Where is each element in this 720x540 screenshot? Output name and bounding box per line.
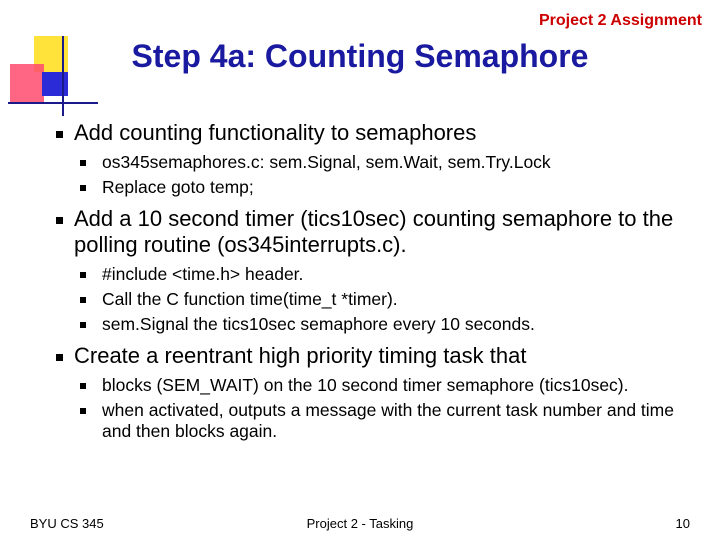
- footer-course: BYU CS 345: [30, 516, 104, 531]
- bullet-item: [54, 206, 694, 258]
- footer-topic: Project 2 - Tasking: [306, 516, 414, 531]
- sub-bullet-text: Call the C function time(time_t *timer).: [102, 289, 398, 309]
- square-bullet-icon: [80, 160, 86, 166]
- bullet-list: [54, 120, 694, 442]
- bullet-text: Create a reentrant high priority timing task that: [74, 343, 527, 368]
- logo-blue-block: [42, 72, 68, 96]
- sub-bullet-text: Replace goto temp;: [102, 177, 254, 197]
- sub-bullet-item: [54, 314, 694, 335]
- slide-title: Step 4a: Counting Semaphore: [131, 38, 589, 74]
- header-label: Project 2 Assignment: [538, 12, 702, 29]
- square-bullet-icon: [80, 408, 86, 414]
- square-bullet-icon: [80, 272, 86, 278]
- square-bullet-icon: [56, 131, 63, 138]
- bullet-item: [54, 343, 694, 369]
- bullet-item: [54, 120, 694, 146]
- square-bullet-icon: [56, 354, 63, 361]
- square-bullet-icon: [80, 383, 86, 389]
- logo-horizontal-line: [8, 102, 98, 104]
- sub-bullet-item: [54, 400, 694, 442]
- sub-bullet-item: [54, 152, 694, 173]
- page-number: 10: [675, 516, 690, 531]
- sub-bullet-text: blocks (SEM_WAIT) on the 10 second timer semaphore (tics10sec).: [102, 375, 629, 395]
- square-bullet-icon: [56, 217, 63, 224]
- square-bullet-icon: [80, 185, 86, 191]
- square-bullet-icon: [80, 322, 86, 328]
- bullet-text: Add a 10 second timer (tics10sec) counting semaphore to the polling routine (os345interrupts.c).: [74, 206, 674, 257]
- sub-bullet-item: [54, 177, 694, 198]
- sub-bullet-item: [54, 375, 694, 396]
- sub-bullet-item: [54, 289, 694, 310]
- sub-bullet-text: when activated, outputs a message with the current task number and time and then blocks again.: [102, 400, 674, 441]
- sub-bullet-text: sem.Signal the tics10sec semaphore every 10 seconds.: [102, 314, 535, 334]
- sub-bullet-text: #include <time.h> header.: [102, 264, 304, 284]
- bullet-text: Add counting functionality to semaphores: [74, 120, 477, 145]
- sub-bullet-item: [54, 264, 694, 285]
- square-bullet-icon: [80, 297, 86, 303]
- sub-bullet-text: os345semaphores.c: sem.Signal, sem.Wait, sem.Try.Lock: [102, 152, 551, 172]
